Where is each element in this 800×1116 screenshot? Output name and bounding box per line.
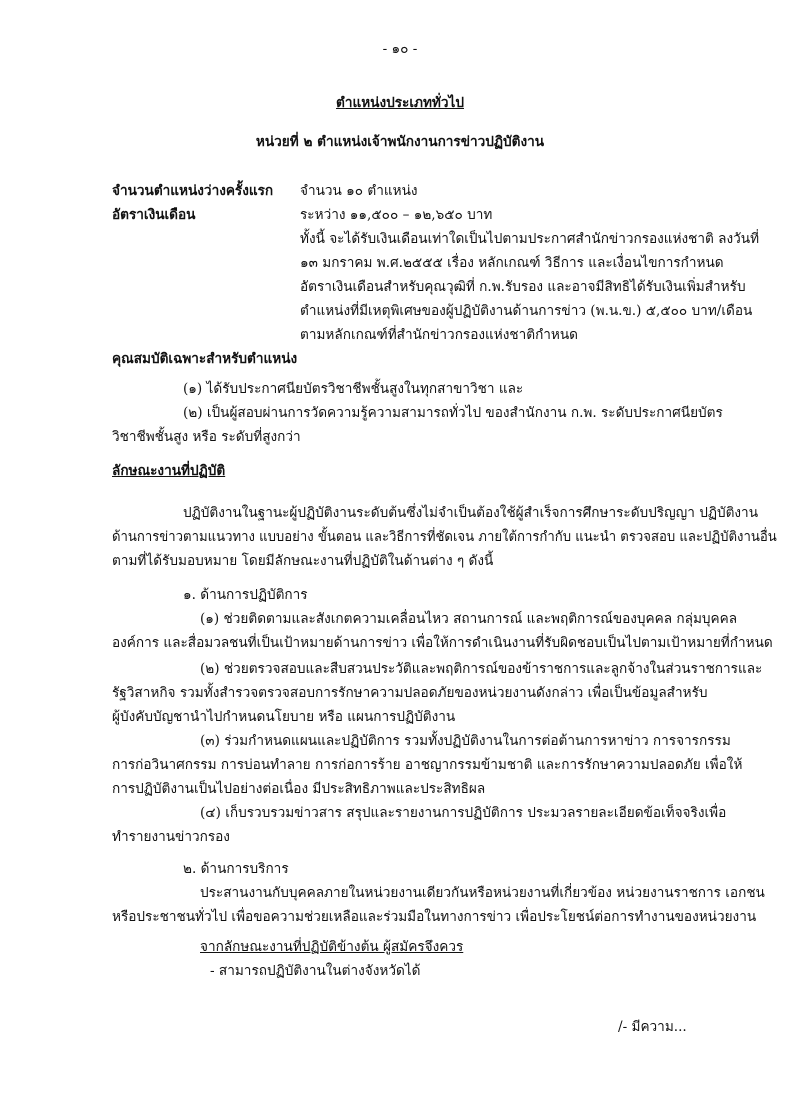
qualification-item: (๒) เป็นผู้สอบผ่านการวัดความรู้ความสามารถทั่วไป ของสำนักงาน ก.พ. ระดับประกาศนียบัตร xyxy=(183,405,723,421)
section2-line: ประสานงานกับบุคคลภายในหน่วยงานเดียวกันหรือหน่วยงานที่เกี่ยวข้อง หน่วยงานราชการ เอกชน xyxy=(200,885,765,901)
applicant-note-item: - สามารถปฏิบัติงานในต่างจังหวัดได้ xyxy=(210,963,421,979)
qualification-item: (๑) ได้รับประกาศนียบัตรวิชาชีพชั้นสูงในทุกสาขาวิชา และ xyxy=(183,381,524,397)
qualifications-heading: คุณสมบัติเฉพาะสำหรับตำแหน่ง xyxy=(112,351,298,367)
salary-label: อัตราเงินเดือน xyxy=(112,207,196,223)
section1-item4-line: (๔) เก็บรวบรวมข่าวสาร สรุปและรายงานการปฏิบัติการ ประมวลรายละเอียดข้อเท็จจริงเพื่อ xyxy=(200,805,727,821)
page-number: - ๑๐ - xyxy=(382,41,418,57)
section1-item2-line: (๒) ช่วยตรวจสอบและสืบสวนประวัติและพฤติการณ์ของข้าราชการและลูกจ้างในส่วนราชการและ xyxy=(200,661,763,677)
continued-marker: /- มีความ... xyxy=(618,1019,687,1035)
duties-intro-line: ตามที่ได้รับมอบหมาย โดยมีลักษณะงานที่ปฏิบัติในด้านต่าง ๆ ดังนี้ xyxy=(112,553,494,569)
section1-item2-line: รัฐวิสาหกิจ รวมทั้งสำรวจตรวจสอบการรักษาความปลอดภัยของหน่วยงานดังกล่าว เพื่อเป็นข้อมูลสำหรับ xyxy=(112,685,708,701)
vacancy-value: จำนวน ๑๐ ตำแหน่ง xyxy=(300,183,418,199)
section2-line: หรือประชาชนทั่วไป เพื่อขอความช่วยเหลือและร่วมมือในทางการข่าว เพื่อประโยชน์ต่อการทำงานของหน่วยงาน xyxy=(112,909,757,925)
section1-item3-line: (๓) ร่วมกำหนดแผนและปฏิบัติการ รวมทั้งปฏิบัติงานในการต่อต้านการหาข่าว การจารกรรม xyxy=(200,733,731,749)
qualification-item-cont: วิชาชีพชั้นสูง หรือ ระดับที่สูงกว่า xyxy=(112,429,301,445)
section1-item4-line: ทำรายงานข่าวกรอง xyxy=(112,829,230,845)
section1-item1-line: องค์การ และสื่อมวลชนที่เป็นเป้าหมายด้านการข่าว เพื่อให้การดำเนินงานที่รับผิดชอบเป็นไปตามเป้าหมายที่กำหนด xyxy=(112,635,773,651)
section1-title: ๑. ด้านการปฏิบัติการ xyxy=(183,587,308,603)
duties-intro-line: ด้านการข่าวตามแนวทาง แบบอย่าง ขั้นตอน และวิธีการที่ชัดเจน ภายใต้การกำกับ แนะนำ ตรวจสอบ และปฏิบัติงานอื่น xyxy=(112,529,777,545)
vacancy-label: จำนวนตำแหน่งว่างครั้งแรก xyxy=(112,183,274,199)
applicant-note-heading: จากลักษณะงานที่ปฏิบัติข้างต้น ผู้สมัครจึงควร xyxy=(200,939,464,955)
section1-item2-line: ผู้บังคับบัญชานำไปกำหนดนโยบาย หรือ แผนการปฏิบัติงาน xyxy=(112,709,456,725)
section2-title: ๒. ด้านการบริการ xyxy=(183,861,289,877)
section1-item1-line: (๑) ช่วยติดตามและสังเกตความเคลื่อนไหว สถานการณ์ และพฤติการณ์ของบุคคล กลุ่มบุคคล xyxy=(200,611,738,627)
salary-note-line: ตามหลักเกณฑ์ที่สำนักข่าวกรองแห่งชาติกำหนด xyxy=(300,327,579,343)
salary-note-line: ๑๓ มกราคม พ.ศ.๒๕๕๕ เรื่อง หลักเกณฑ์ วิธีการ และเงื่อนไขการกำหนด xyxy=(300,255,724,271)
salary-note-line: ทั้งนี้ จะได้รับเงินเดือนเท่าใดเป็นไปตามประกาศสำนักข่าวกรองแห่งชาติ ลงวันที่ xyxy=(300,231,760,247)
duties-intro-line: ปฏิบัติงานในฐานะผู้ปฏิบัติงานระดับต้นซึ่งไม่จำเป็นต้องใช้ผู้สำเร็จการศึกษาระดับปริญญา ปฏิบัติงาน xyxy=(183,505,758,521)
salary-note-line: ตำแหน่งที่มีเหตุพิเศษของผู้ปฏิบัติงานด้านการข่าว (พ.น.ข.) ๕,๕๐๐ บาท/เดือน xyxy=(300,303,753,319)
heading-unit: หน่วยที่ ๒ ตำแหน่งเจ้าพนักงานการข่าวปฏิบัติงาน xyxy=(255,134,545,150)
salary-value: ระหว่าง ๑๑,๕๐๐ – ๑๒,๖๕๐ บาท xyxy=(300,207,493,223)
section1-item3-line: การปฏิบัติงานเป็นไปอย่างต่อเนื่อง มีประสิทธิภาพและประสิทธิผล xyxy=(112,781,486,797)
salary-note-line: อัตราเงินเดือนสำหรับคุณวุฒิที่ ก.พ.รับรอง และอาจมีสิทธิได้รับเงินเพิ่มสำหรับ xyxy=(300,279,746,295)
heading-category: ตำแหน่งประเภททั่วไป xyxy=(336,95,464,111)
duties-heading: ลักษณะงานที่ปฏิบัติ xyxy=(112,463,226,479)
section1-item3-line: การก่อวินาศกรรม การบ่อนทำลาย การก่อการร้าย อาชญากรรมข้ามชาติ และการรักษาความปลอดภัย เพื่อให้ xyxy=(112,757,743,773)
